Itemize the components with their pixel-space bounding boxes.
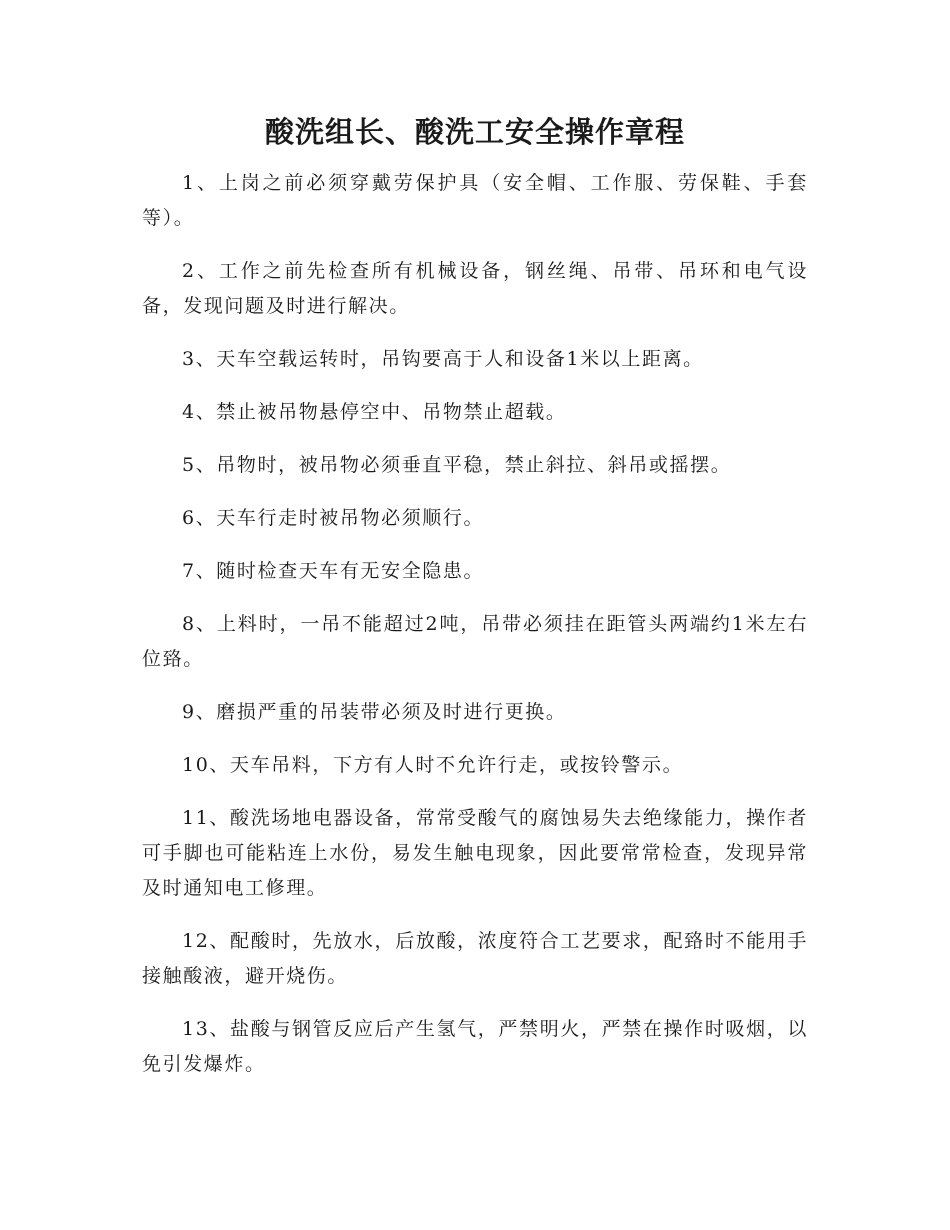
- rule-paragraph-3: 3、天车空载运转时，吊钩要高于人和设备1米以上距离。: [182, 348, 704, 370]
- document-title: 酸洗组长、酸洗工安全操作章程: [264, 115, 685, 149]
- rule-paragraph-6: 6、天车行走时被吊物必须顺行。: [182, 507, 485, 529]
- rule-paragraph-2: 2、工作之前先检查所有机械设备，钢丝绳、吊带、吊环和电气设备，发现问题及时进行解决。: [142, 260, 808, 317]
- rule-paragraph-1: 1、上岗之前必须穿戴劳保护具（安全帽、工作服、劳保鞋、手套等）。: [142, 172, 808, 229]
- rule-paragraph-9: 9、磨损严重的吊装带必须及时进行更换。: [182, 701, 567, 723]
- document-body: [142, 166, 808, 1082]
- rule-paragraph-11: 11、酸洗场地电器设备，常常受酸气的腐蚀易失去绝缘能力，操作者可手脚也可能粘连上水份，易发生触电现象，因此要常常检查，发现异常及时通知电工修理。: [142, 807, 808, 899]
- rule-paragraph-10: 10、天车吊料，下方有人时不允许行走，或按铃警示。: [182, 754, 684, 776]
- rule-paragraph-13: 13、盐酸与钢管反应后产生氢气，严禁明火，严禁在操作时吸烟，以免引发爆炸。: [142, 1018, 808, 1075]
- rule-paragraph-8: 8、上料时，一吊不能超过2吨，吊带必须挂在距管头两端约1米左右位臵。: [142, 613, 808, 670]
- rule-paragraph-5: 5、吊物时，被吊物必须垂直平稳，禁止斜拉、斜吊或摇摆。: [182, 454, 732, 476]
- rule-paragraph-7: 7、随时检查天车有无安全隐患。: [182, 560, 485, 582]
- rule-paragraph-12: 12、配酸时，先放水，后放酸，浓度符合工艺要求，配臵时不能用手接触酸液，避开烧伤。: [142, 930, 808, 987]
- rule-paragraph-4: 4、禁止被吊物悬停空中、吊物禁止超载。: [182, 401, 567, 423]
